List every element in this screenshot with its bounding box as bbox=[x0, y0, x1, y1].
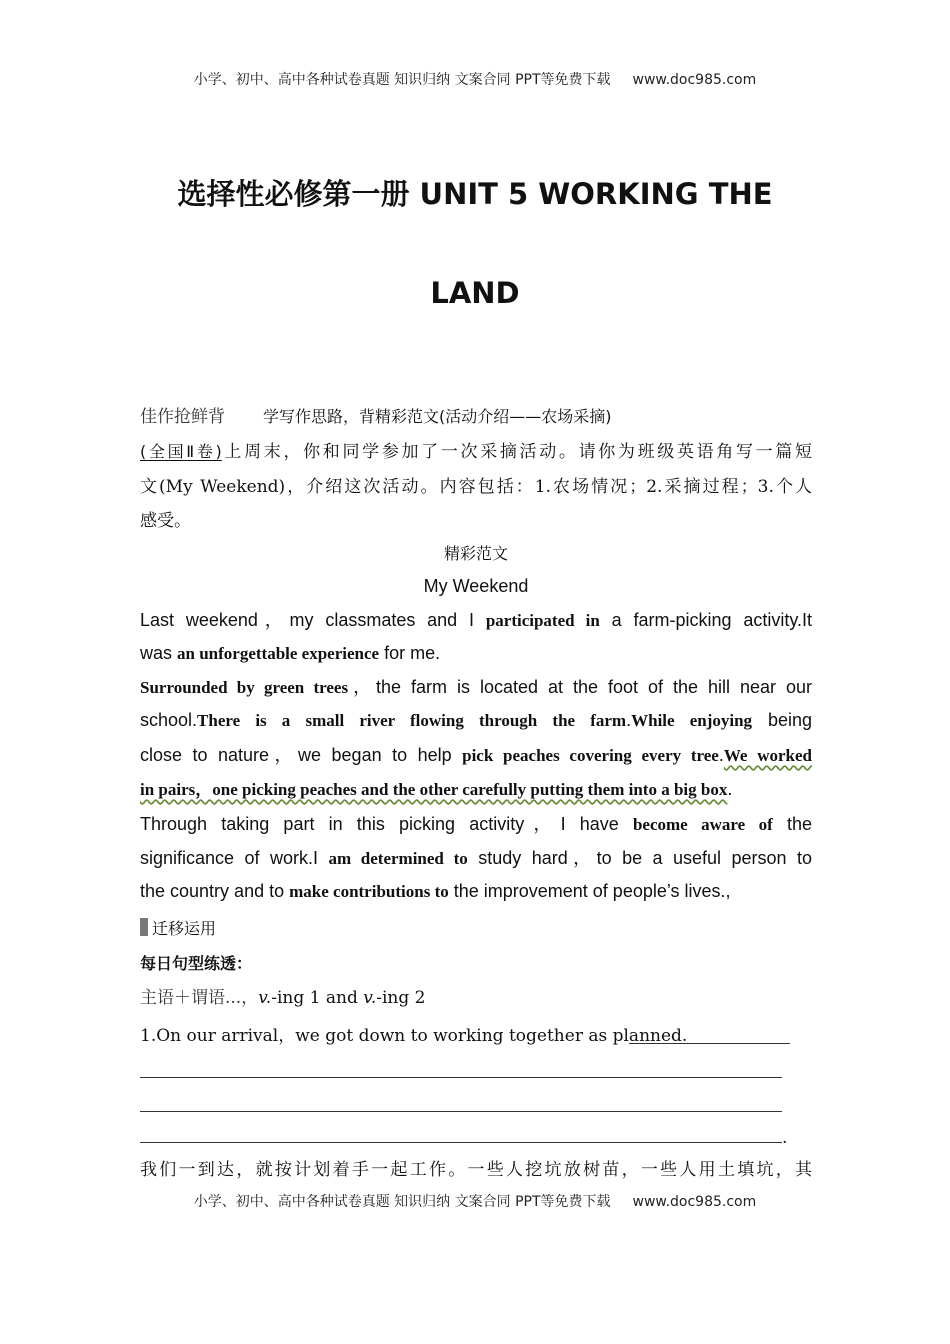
essay-line-1 bbox=[140, 608, 812, 633]
practice-heading-text: 迁移运用 bbox=[152, 919, 217, 938]
essay-phrase: participated in bbox=[485, 611, 600, 630]
essay-phrase: an unforgettable experience bbox=[177, 644, 380, 663]
page-footer bbox=[0, 1191, 950, 1211]
page-header bbox=[0, 69, 950, 89]
essay-phrase: There is a small river flowing through the farm bbox=[197, 711, 627, 730]
essay-text: Through taking part in this picking activity，I have bbox=[140, 814, 633, 834]
essay-line-8 bbox=[140, 846, 812, 871]
essay-phrase: pick peaches covering every tree bbox=[462, 746, 719, 765]
practice-heading bbox=[140, 917, 812, 941]
section-subheading: 学写作思路，背精彩范文(活动介绍——农场采摘) bbox=[263, 407, 612, 426]
essay-line-7 bbox=[140, 812, 812, 837]
sentence-pattern bbox=[140, 986, 812, 1010]
essay-line-9 bbox=[140, 879, 812, 904]
essay-text: significance of work.I bbox=[140, 848, 329, 868]
essay-phrase: am determined to bbox=[328, 849, 468, 868]
essay-text: for me. bbox=[379, 643, 441, 663]
pattern-text: v. bbox=[258, 988, 272, 1008]
essay-text: school. bbox=[140, 710, 198, 730]
essay-text: . bbox=[718, 745, 724, 765]
essay-title: My Weekend bbox=[423, 576, 529, 596]
essay-phrase: make contributions to bbox=[289, 882, 449, 901]
answer-end-period: . bbox=[782, 1128, 788, 1148]
essay-line-3 bbox=[140, 675, 812, 700]
essay-phrase: While enjoying bbox=[631, 711, 753, 730]
pattern-text: v. bbox=[363, 988, 377, 1008]
essay-text: was bbox=[140, 643, 178, 663]
essay-label: 精彩范文 bbox=[443, 544, 508, 563]
question-1-text: 1.On our arrival，we got down to working together as planned. bbox=[140, 1026, 688, 1046]
essay-text: the country and to bbox=[140, 881, 290, 901]
essay-line-6 bbox=[140, 777, 812, 802]
essay-text: a farm-picking activity.It bbox=[599, 610, 812, 630]
essay-sentence-highlight: We worked bbox=[723, 746, 812, 765]
pattern-text: -ing 1 and bbox=[271, 988, 364, 1008]
essay-text: the improvement of people’s lives., bbox=[448, 881, 731, 901]
essay-text: the bbox=[772, 814, 812, 834]
essay-text: being bbox=[752, 710, 812, 730]
essay-text: ，the farm is located at the foot of the hill near our bbox=[348, 677, 813, 697]
prompt-tag: (全国Ⅱ卷) bbox=[140, 442, 222, 461]
page-title-line1: 选择性必修第一册 UNIT 5 WORKING THE bbox=[177, 177, 773, 211]
answer-blank[interactable] bbox=[140, 1077, 782, 1078]
section-heading bbox=[140, 405, 812, 429]
essay-text: Last weekend，my classmates and I bbox=[140, 610, 486, 630]
prompt-line-1 bbox=[140, 440, 812, 464]
footer-text: 小学、初中、高中各种试卷真题 知识归纳 文案合同 PPT等免费下载 bbox=[193, 1194, 611, 1210]
answer-blank[interactable] bbox=[140, 1111, 782, 1112]
essay-text: . bbox=[626, 710, 632, 730]
page-title-line2: LAND bbox=[430, 276, 520, 310]
footer-url[interactable]: www.doc985.com bbox=[632, 1194, 757, 1210]
essay-text: . bbox=[727, 779, 733, 799]
pattern-text: -ing 2 bbox=[376, 988, 426, 1008]
header-url[interactable]: www.doc985.com bbox=[632, 72, 757, 88]
essay-text: close to nature，we began to help bbox=[140, 745, 463, 765]
pattern-text: 主语＋谓语...， bbox=[140, 988, 259, 1008]
chinese-translation: 我们一到达，就按计划着手一起工作。一些人挖坑放树苗，一些人用土填坑，其 bbox=[140, 1160, 812, 1180]
essay-line-2 bbox=[140, 641, 812, 666]
essay-text: study hard，to be a useful person to bbox=[467, 848, 813, 868]
prompt-line-3: 感受。 bbox=[140, 511, 191, 531]
answer-blank[interactable] bbox=[629, 1043, 790, 1044]
essay-phrase: become aware of bbox=[632, 815, 773, 834]
question-1 bbox=[140, 1024, 812, 1048]
prompt-text-1: 上周末，你和同学参加了一次采摘活动。请你为班级英语角写一篇短 bbox=[221, 442, 812, 462]
essay-sentence-highlight: in pairs，one picking peaches and the other carefully putting them into a big box bbox=[140, 780, 728, 799]
essay-phrase: Surrounded by green trees bbox=[140, 678, 349, 697]
practice-subheading: 每日句型练透： bbox=[140, 954, 253, 973]
essay-line-5 bbox=[140, 743, 812, 768]
answer-blank[interactable] bbox=[140, 1142, 782, 1143]
header-text: 小学、初中、高中各种试卷真题 知识归纳 文案合同 PPT等免费下载 bbox=[193, 72, 611, 88]
prompt-line-2: 文(My Weekend)，介绍这次活动。内容包括：1.农场情况；2.采摘过程；3.个人 bbox=[140, 477, 812, 497]
essay-line-4 bbox=[140, 708, 812, 733]
section-marker-icon bbox=[140, 918, 148, 936]
section-label: 佳作抢鲜背 bbox=[140, 407, 225, 427]
